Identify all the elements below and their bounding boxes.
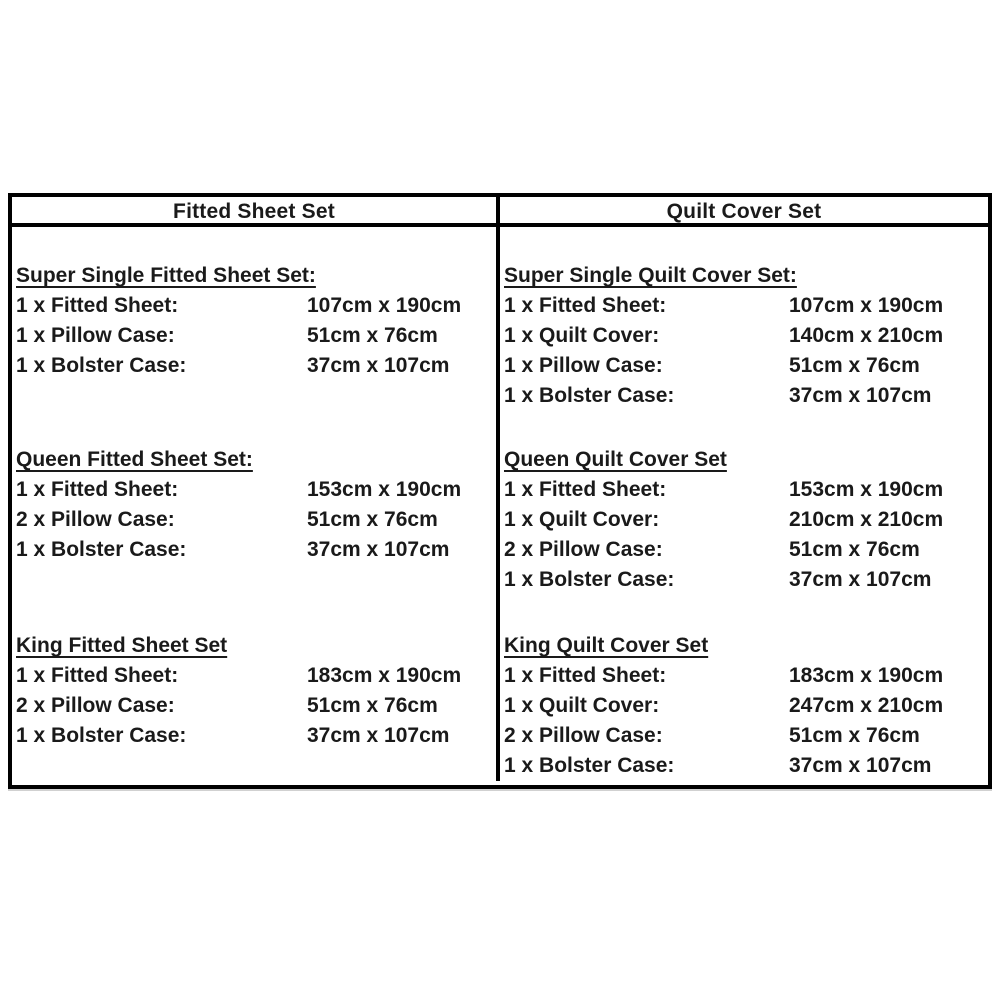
spec-value: 37cm x 107cm <box>789 754 932 777</box>
column-header-quilt-cover-set: Quilt Cover Set <box>666 200 822 223</box>
spec-row <box>12 351 490 381</box>
spec-value: 153cm x 190cm <box>307 478 462 501</box>
spec-row <box>12 291 490 321</box>
spec-label: 1 x Bolster Case: <box>504 384 675 407</box>
section-queen-quilt-cover-set <box>500 445 982 595</box>
spec-row <box>500 475 982 505</box>
spec-value: 51cm x 76cm <box>789 354 920 377</box>
spec-row <box>12 721 490 751</box>
section-title: King Fitted Sheet Set <box>16 634 228 657</box>
spec-value: 183cm x 190cm <box>789 664 944 687</box>
column-quilt-cover-set <box>500 227 988 781</box>
spec-label: 2 x Pillow Case: <box>504 538 663 561</box>
spec-value: 37cm x 107cm <box>307 724 450 747</box>
section-title: King Quilt Cover Set <box>504 634 709 657</box>
spec-value: 37cm x 107cm <box>307 354 450 377</box>
spec-row <box>12 691 490 721</box>
spec-value: 37cm x 107cm <box>789 568 932 591</box>
section-title: Super Single Fitted Sheet Set: <box>16 264 316 287</box>
spec-value: 140cm x 210cm <box>789 324 944 347</box>
spec-label: 1 x Fitted Sheet: <box>504 478 667 501</box>
spec-value: 153cm x 190cm <box>789 478 944 501</box>
spec-label: 1 x Fitted Sheet: <box>504 294 667 317</box>
spec-label: 1 x Fitted Sheet: <box>504 664 667 687</box>
spec-label: 1 x Quilt Cover: <box>504 694 660 717</box>
section-super-single-fitted-sheet-set <box>12 261 490 381</box>
spec-row <box>500 535 982 565</box>
spec-row <box>500 751 982 781</box>
section-title: Super Single Quilt Cover Set: <box>504 264 797 287</box>
bedding-size-chart-table <box>8 193 992 789</box>
spec-value: 107cm x 190cm <box>789 294 944 317</box>
spec-label: 1 x Fitted Sheet: <box>16 478 179 501</box>
spec-row <box>12 661 490 691</box>
spec-value: 51cm x 76cm <box>307 324 438 347</box>
column-fitted-sheet-set <box>12 227 500 781</box>
spec-label: 2 x Pillow Case: <box>504 724 663 747</box>
spec-value: 51cm x 76cm <box>789 724 920 747</box>
section-title: Queen Fitted Sheet Set: <box>16 448 253 471</box>
spec-label: 1 x Bolster Case: <box>504 754 675 777</box>
spec-label: 1 x Pillow Case: <box>16 324 175 347</box>
spec-value: 183cm x 190cm <box>307 664 462 687</box>
spec-row <box>500 505 982 535</box>
section-king-quilt-cover-set <box>500 631 982 781</box>
spec-value: 51cm x 76cm <box>307 694 438 717</box>
spec-label: 1 x Quilt Cover: <box>504 508 660 531</box>
spec-label: 2 x Pillow Case: <box>16 508 175 531</box>
spec-value: 107cm x 190cm <box>307 294 462 317</box>
spec-value: 37cm x 107cm <box>789 384 932 407</box>
spec-label: 2 x Pillow Case: <box>16 694 175 717</box>
spec-value: 51cm x 76cm <box>789 538 920 561</box>
spec-label: 1 x Bolster Case: <box>16 354 187 377</box>
spec-row <box>500 321 982 351</box>
section-title: Queen Quilt Cover Set <box>504 448 727 471</box>
spec-row <box>500 721 982 751</box>
spec-label: 1 x Pillow Case: <box>504 354 663 377</box>
section-queen-fitted-sheet-set <box>12 445 490 565</box>
spec-value: 51cm x 76cm <box>307 508 438 531</box>
spec-row <box>500 291 982 321</box>
spec-row <box>12 505 490 535</box>
spec-label: 1 x Bolster Case: <box>504 568 675 591</box>
section-super-single-quilt-cover-set <box>500 261 982 411</box>
spec-row <box>500 351 982 381</box>
table-header-row <box>12 197 988 227</box>
column-header-fitted-sheet-set: Fitted Sheet Set <box>12 197 500 223</box>
spec-row <box>500 691 982 721</box>
spec-label: 1 x Bolster Case: <box>16 724 187 747</box>
spec-row <box>12 321 490 351</box>
spec-row <box>500 381 982 411</box>
spec-value: 37cm x 107cm <box>307 538 450 561</box>
spec-label: 1 x Bolster Case: <box>16 538 187 561</box>
spec-label: 1 x Fitted Sheet: <box>16 294 179 317</box>
spec-value: 247cm x 210cm <box>789 694 944 717</box>
spec-row <box>500 565 982 595</box>
spec-row <box>500 661 982 691</box>
spec-row <box>12 475 490 505</box>
table-body <box>12 227 988 781</box>
spec-row <box>12 535 490 565</box>
spec-label: 1 x Fitted Sheet: <box>16 664 179 687</box>
spec-label: 1 x Quilt Cover: <box>504 324 660 347</box>
section-king-fitted-sheet-set <box>12 631 490 751</box>
spec-value: 210cm x 210cm <box>789 508 944 531</box>
